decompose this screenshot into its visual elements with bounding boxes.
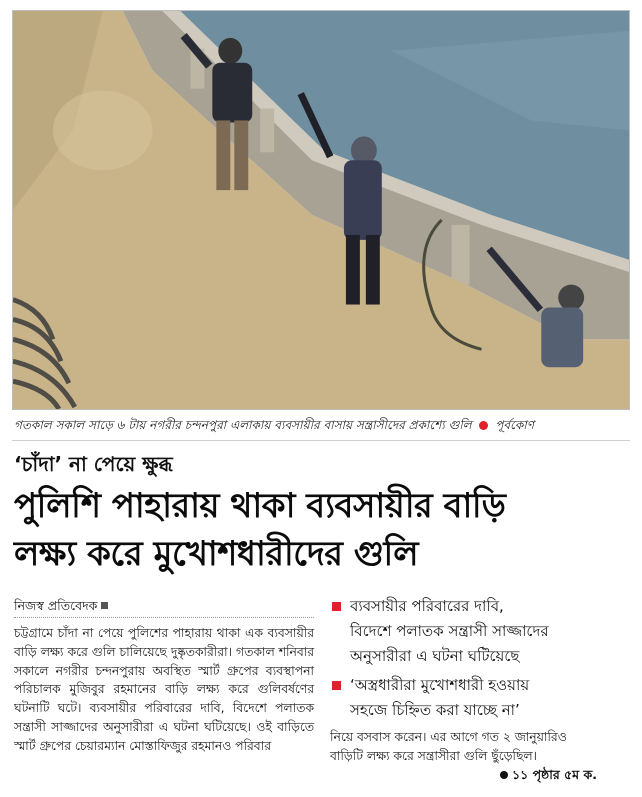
byline-divider: [14, 617, 314, 618]
highlight-line: সহজে চিহ্নিত করা যাচ্ছে না’: [350, 701, 520, 719]
headline-line: পুলিশি পাহারায় থাকা ব্যবসায়ীর বাড়ি: [14, 486, 506, 526]
bullet-dot-icon: [500, 771, 508, 779]
highlight-list: [330, 594, 630, 727]
highlight-line: ব্যবসায়ীর পরিবারের দাবি,: [350, 597, 504, 615]
headline-line: লক্ষ্য করে মুখোশধারীদের গুলি: [14, 534, 419, 574]
highlight-item: [330, 673, 630, 723]
continuation-line: বাড়িটি লক্ষ্য করে সন্ত্রাসীরা গুলি ছুঁড়েছিল।: [330, 748, 537, 763]
article-body: চট্টগ্রামে চাঁদা না পেয়ে পুলিশের পাহারায় থাকা এক ব্যবসায়ীর বাড়ি লক্ষ্য করে গুলি চালিয়েছে দুষ্কৃতকারীরা। গতকাল শনিবার সকালে নগরীর চন্দনপুরায় অবস্থিত স্মার্ট গ্রুপের ব্যবস্থাপনা পরিচালক মুজিবুর রহমানের বাড়ি লক্ষ্য করে গুলিবর্ষণের ঘটনাটি ঘটে। ব্যবসায়ীর পরিবারের দাবি, বিদেশে পলাতক সন্ত্রাসী সাজ্জাদের অনুসারীরা এ ঘটনা ঘটিয়েছে। ওই বাড়িতে স্মার্ট গ্রুপের চেয়ারম্যান মোস্তাফিজুর রহমানও পরিবার: [14, 626, 314, 753]
credit-dot-icon: [479, 421, 488, 430]
page-jump-text: ১১ পৃষ্ঠার ৫ম ক.: [512, 767, 597, 782]
page-jump: [500, 766, 597, 784]
red-square-icon: [332, 681, 341, 690]
kicker: ‘চাঁদা’ না পেয়ে ক্ষুব্ধ: [14, 452, 173, 476]
highlight-line: ‘অস্ত্রধারীরা মুখোশধারী হওয়ায়: [350, 676, 530, 694]
byline-square-icon: [101, 602, 108, 609]
photo-caption: [14, 414, 630, 436]
highlight-line: বিদেশে পলাতক সন্ত্রাসী সাজ্জাদের: [350, 622, 549, 640]
highlight-item: [330, 594, 630, 669]
caption-text: গতকাল সকাল সাড়ে ৬ টায় নগরীর চন্দনপুরা এলাকায় ব্যবসায়ীর বাসায় সন্ত্রাসীদের প্রকাশ্যে গুলি: [14, 418, 472, 432]
news-photo: [12, 10, 630, 410]
byline-text: নিজস্ব প্রতিবেদক: [14, 598, 98, 613]
headline: [14, 482, 630, 578]
continuation-line: নিয়ে বসবাস করেন। এর আগে গত ২ জানুয়ারিও: [330, 730, 567, 744]
photo-credit: পূর্বকোণ: [495, 418, 535, 432]
photo-scene: [13, 11, 629, 409]
caption-divider: [12, 440, 630, 441]
article-continuation: [330, 728, 630, 766]
byline: [14, 596, 108, 616]
highlight-line: অনুসারীরা এ ঘটনা ঘটিয়েছে: [350, 647, 520, 665]
red-square-icon: [332, 602, 341, 611]
